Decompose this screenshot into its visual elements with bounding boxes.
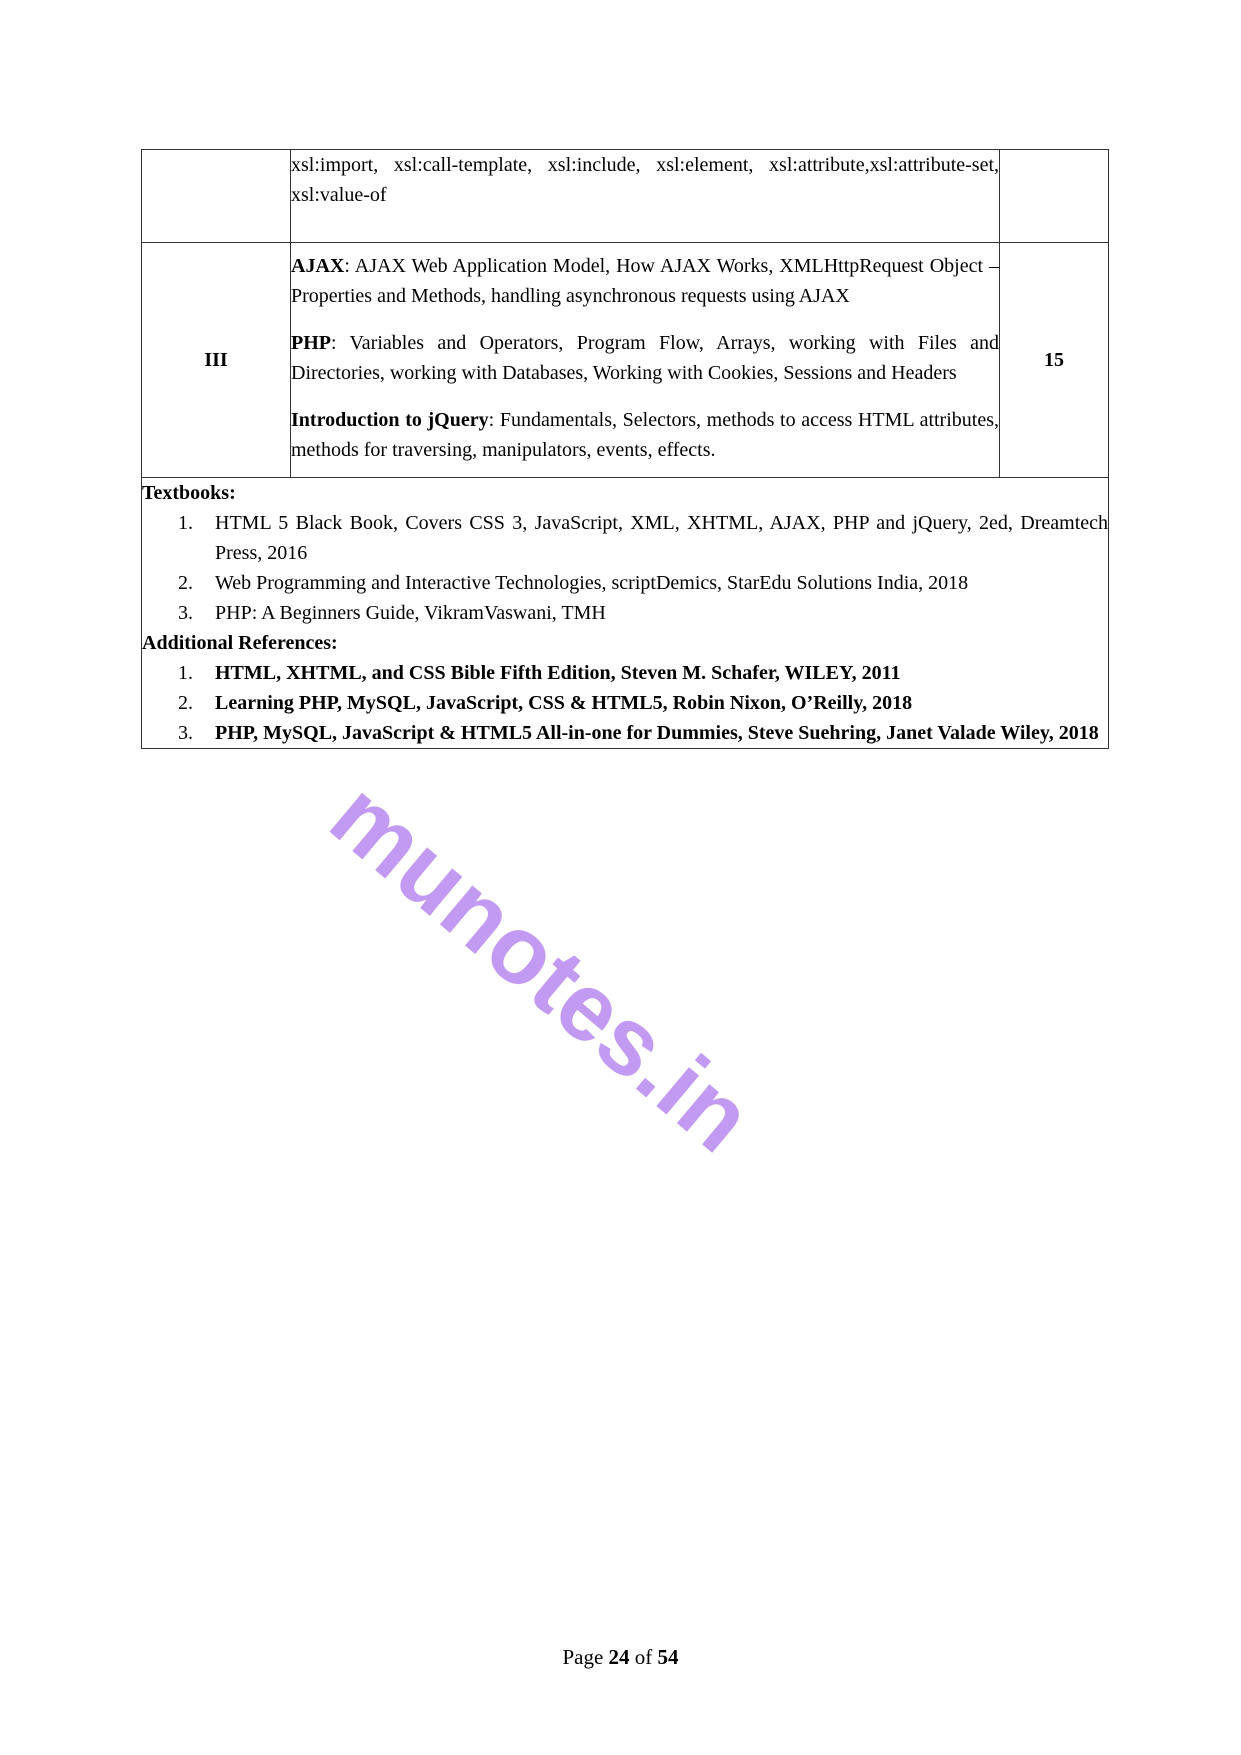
content-cell-xsl — [291, 150, 1000, 243]
list-item — [178, 718, 1108, 748]
list-number: 1. — [178, 512, 193, 534]
list-item — [178, 508, 1108, 568]
unit-number: III — [142, 243, 291, 478]
list-number: 2. — [178, 692, 193, 714]
jquery-title: Introduction to jQuery — [291, 409, 489, 431]
table-row-unit-3 — [142, 243, 1109, 478]
content-cell-unit-3 — [291, 243, 1000, 478]
table-row-xsl — [142, 150, 1109, 243]
jquery-text: : Fundamentals, Selectors, methods to access HTML attributes, methods for traversing, manipulators, events, effects. — [291, 409, 999, 461]
page-of: of — [634, 1645, 653, 1669]
list-item — [178, 598, 1108, 628]
hours-cell-empty — [1000, 150, 1109, 243]
textbook-2: Web Programming and Interactive Technologies, scriptDemics, StarEdu Solutions India, 2018 — [215, 572, 969, 594]
page-current: 24 — [608, 1645, 630, 1669]
list-item — [178, 568, 1108, 598]
syllabus-table — [141, 149, 1109, 749]
reference-1: HTML, XHTML, and CSS Bible Fifth Edition, Steven M. Schafer, WILEY, 2011 — [215, 662, 901, 684]
table-row-references — [142, 478, 1109, 749]
list-number: 3. — [178, 602, 193, 624]
xsl-topics-text: xsl:import, xsl:call-template, xsl:include, xsl:element, xsl:attribute,xsl:attribute-set, xsl:value-of — [291, 154, 999, 206]
page-label: Page — [562, 1645, 604, 1669]
list-number: 3. — [178, 722, 193, 744]
reference-3: PHP, MySQL, JavaScript & HTML5 All-in-one for Dummies, Steve Suehring, Janet Valade Wiley, 2018 — [215, 722, 1099, 744]
list-number: 1. — [178, 662, 193, 684]
list-item — [178, 688, 1108, 718]
page-footer — [0, 1642, 1241, 1672]
list-item — [178, 658, 1108, 688]
php-text: : Variables and Operators, Program Flow, Arrays, working with Files and Directories, working with Databases, Working with Cookies, Sessions and Headers — [291, 332, 999, 384]
textbooks-heading: Textbooks: — [142, 482, 236, 504]
additional-references-list — [142, 658, 1108, 748]
page-total: 54 — [657, 1645, 679, 1669]
jquery-paragraph — [291, 405, 999, 465]
ajax-text: : AJAX Web Application Model, How AJAX Works, XMLHttpRequest Object – Properties and Methods, handling asynchronous requests using AJAX — [291, 255, 999, 307]
reference-2: Learning PHP, MySQL, JavaScript, CSS & HTML5, Robin Nixon, O’Reilly, 2018 — [215, 692, 913, 714]
unit-cell-empty — [142, 150, 291, 243]
references-cell — [142, 478, 1109, 749]
textbook-1: HTML 5 Black Book, Covers CSS 3, JavaScript, XML, XHTML, AJAX, PHP and jQuery, 2ed, Dreamtech Press, 2016 — [215, 512, 1108, 564]
php-paragraph — [291, 328, 999, 388]
ajax-paragraph — [291, 251, 999, 311]
list-number: 2. — [178, 572, 193, 594]
watermark: munotes.in — [310, 761, 772, 1173]
php-title: PHP — [291, 332, 331, 354]
additional-references-heading: Additional References: — [142, 632, 338, 654]
textbook-3: PHP: A Beginners Guide, VikramVaswani, TMH — [215, 602, 606, 624]
textbooks-list — [142, 508, 1108, 628]
ajax-title: AJAX — [291, 255, 345, 277]
hours-value: 15 — [1000, 243, 1109, 478]
